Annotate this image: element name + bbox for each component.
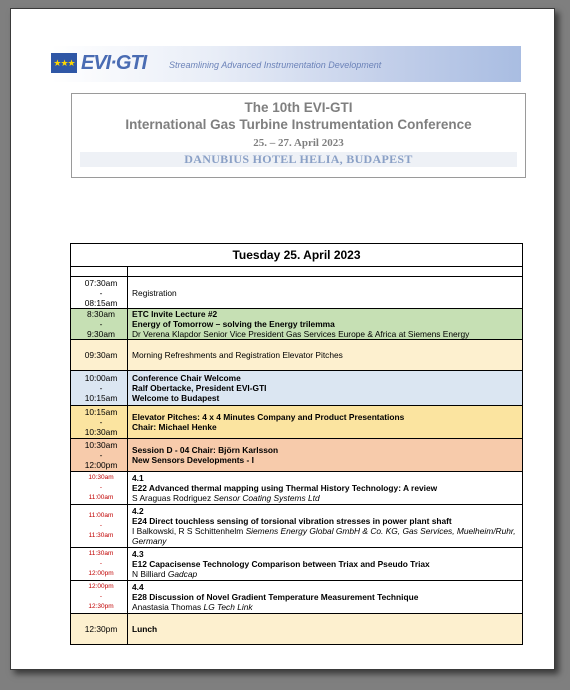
- table-row: [71, 505, 523, 548]
- conference-title-line1: The 10th EVI-GTI: [244, 100, 353, 115]
- table-row: [71, 371, 523, 406]
- talk-cell: 4.4 E28 Discussion of Novel Gradient Temperature Measurement Technique Anastasia Thomas LG Tech Link: [128, 581, 523, 614]
- conference-title-line2: International Gas Turbine Instrumentation Conference: [125, 117, 472, 132]
- spacer-cell: [71, 267, 128, 277]
- tagline: Streamlining Advanced Instrumentation Development: [169, 60, 382, 70]
- time-cell: 07:30am - 08:15am: [71, 277, 128, 309]
- time-cell: 8:30am - 9:30am: [71, 309, 128, 340]
- session-cell: Conference Chair Welcome Ralf Obertacke, President EVI-GTI Welcome to Budapest: [128, 371, 523, 406]
- time-cell: 09:30am: [71, 340, 128, 371]
- session-cell: ETC Invite Lecture #2 Energy of Tomorrow – solving the Energy trilemma Dr Verena Klapdor Senior Vice President Gas Services Europe & Africa at Siemens Energy: [128, 309, 523, 340]
- talk-cell: 4.2 E24 Direct touchless sensing of torsional vibration stresses in power plant shaft I Balkowski, R S Schittenhelm Siemens Energy Global GmbH & Co. KG, Gas Services, Muelheim/Ruhr, Germany: [128, 505, 523, 548]
- time-cell: 12:30pm: [71, 614, 128, 645]
- session-cell: Morning Refreshments and Registration Elevator Pitches: [128, 340, 523, 371]
- table-row: [71, 439, 523, 472]
- header-banner: [51, 46, 521, 82]
- talk-cell: 4.1 E22 Advanced thermal mapping using Thermal History Technology: A review S Araguas Rodriguez Sensor Coating Systems Ltd: [128, 472, 523, 505]
- spacer-cell: [128, 267, 523, 277]
- time-cell: 10:30am - 11:00am: [71, 472, 128, 505]
- day-title: Tuesday 25. April 2023: [71, 244, 523, 267]
- session-cell: Session D - 04 Chair: Björn Karlsson New Sensors Developments - I: [128, 439, 523, 472]
- session-cell: Registration: [128, 277, 523, 309]
- session-cell: Elevator Pitches: 4 x 4 Minutes Company and Product Presentations Chair: Michael Henke: [128, 406, 523, 439]
- table-row: [71, 548, 523, 581]
- table-row: [71, 472, 523, 505]
- time-cell: 10:30am - 12:00pm: [71, 439, 128, 472]
- table-row: [71, 309, 523, 340]
- table-row: [71, 581, 523, 614]
- day-header-row: [71, 244, 523, 267]
- logo-text: EVI·GTI: [81, 52, 147, 74]
- time-cell: 12:00pm - 12:30pm: [71, 581, 128, 614]
- agenda-table: [70, 243, 523, 645]
- time-cell: 10:00am - 10:15am: [71, 371, 128, 406]
- conference-title-box: [71, 93, 526, 178]
- eu-flag-icon: ★★★: [51, 53, 77, 73]
- session-cell: Lunch: [128, 614, 523, 645]
- table-row: [71, 277, 523, 309]
- time-cell: 10:15am - 10:30am: [71, 406, 128, 439]
- spacer-row: [71, 267, 523, 277]
- time-cell: 11:30am - 12:00pm: [71, 548, 128, 581]
- talk-cell: 4.3 E12 Capacisense Technology Comparison between Triax and Pseudo Triax N Billiard Gadcap: [128, 548, 523, 581]
- time-cell: 11:00am - 11:30am: [71, 505, 128, 548]
- conference-dates: 25. – 27. April 2023: [253, 137, 344, 149]
- document-page: [10, 8, 555, 670]
- table-row: [71, 340, 523, 371]
- table-row: [71, 406, 523, 439]
- table-row: [71, 614, 523, 645]
- conference-venue: DANUBIUS HOTEL HELIA, BUDAPEST: [80, 152, 517, 167]
